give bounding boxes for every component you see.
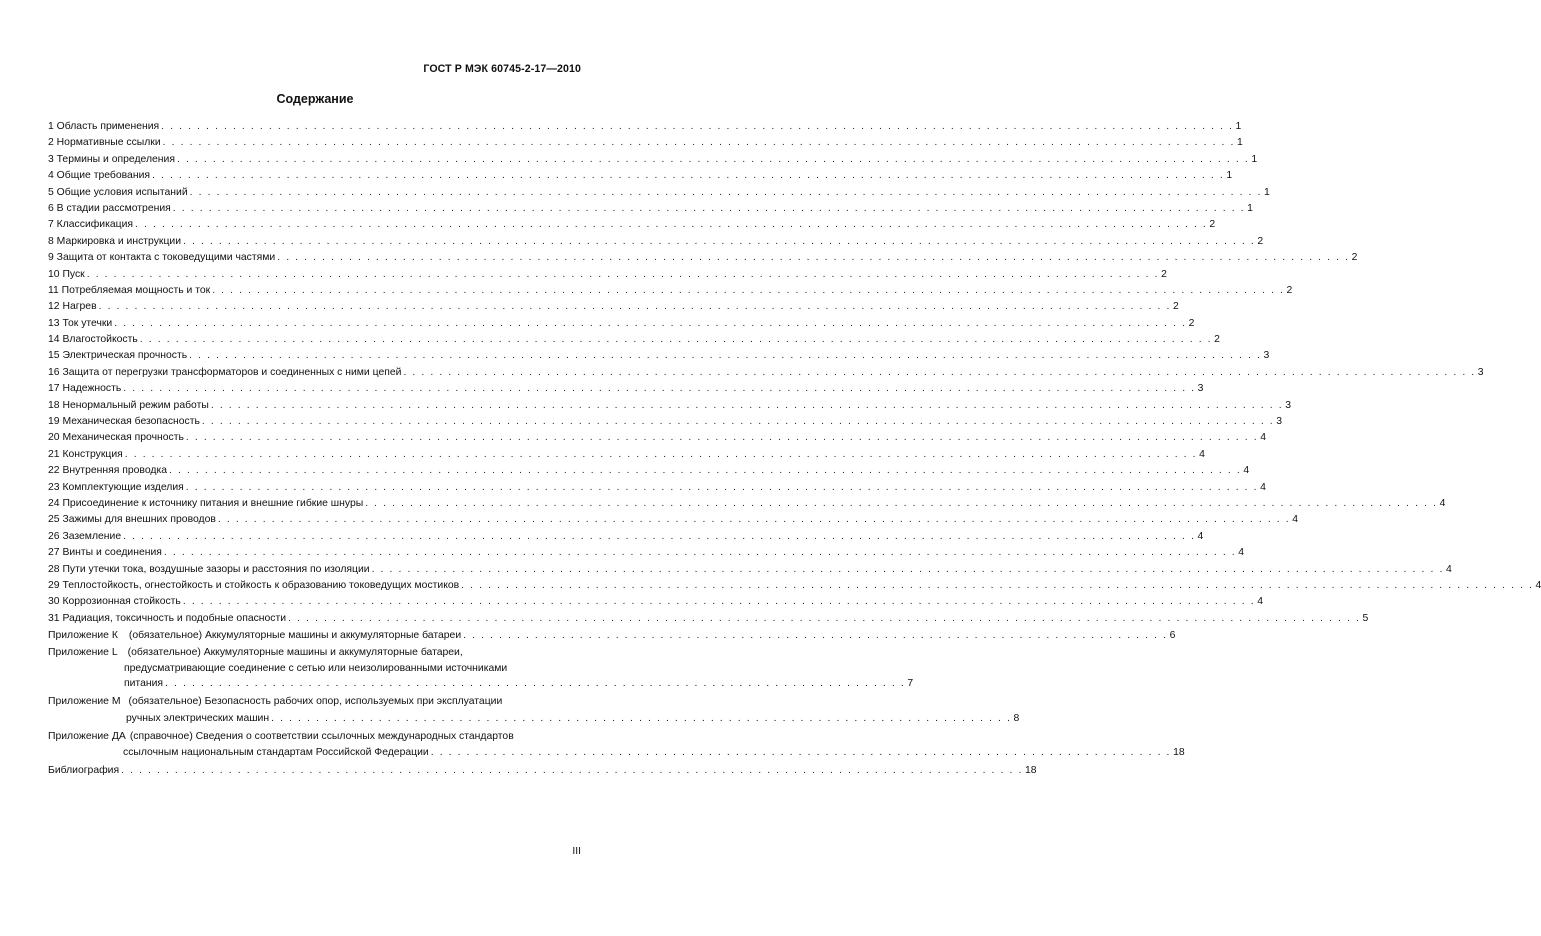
toc-entry-page: 4	[1260, 481, 1266, 493]
toc-entry-label: 26 Заземление	[48, 530, 122, 542]
toc-entry-page: 1	[1251, 153, 1258, 165]
toc-entry[interactable]	[48, 217, 1216, 233]
leader-dots: . . . . . . . . . . . . . . . . . . . . . . . . . . . . . . . . . . . . . . . . . . . . . . . . . . . . . . . . . . . . . . . . . . . . . . . . . . . . . . . . . . . . . . . . . . . . . . . . . . . . . . . . . . . . . . . . . . . . . . . .	[277, 252, 1350, 264]
toc-appendix-l[interactable]	[48, 645, 914, 693]
toc-entry-page: 2	[1172, 301, 1179, 313]
toc-entry[interactable]	[48, 447, 1205, 463]
toc-entry-page: 3	[1197, 383, 1204, 395]
toc-entry[interactable]	[48, 529, 1204, 545]
toc-entry-page: 1	[1226, 170, 1233, 182]
toc-entry-label: 4 Общие требования	[48, 170, 150, 182]
appendix-label: Приложение М	[48, 696, 121, 708]
toc-bibliography[interactable]	[48, 763, 1037, 779]
leader-dots: . . . . . . . . . . . . . . . . . . . . . . . . . . . . . . . . . . . . . . . . . . . . . . . . . . . . . . . . . . . . . . . . . . . . . . . . . . . . . . . . . . . . . . . . . . . . . . . . . . . . . . . . . . . . . . . . . . . . . . . .	[135, 219, 1208, 231]
leader-dots: . . . . . . . . . . . . . . . . . . . . . . . . . . . . . . . . . . . . . . . . . . . . . . . . . . . . . . . . . . . . . . . . . . . . . . . . . . . . . . . . . . . . . . . . . . . . . . . . . . . . . . . . . . . . . . . . . . . . . . . .	[98, 301, 1171, 313]
toc-entry-page: 1	[1235, 121, 1242, 132]
leader-dots: . . . . . . . . . . . . . . . . . . . . . . . . . . . . . . . . . . . . . . . . . . . . . . . . . . . . . . . . . . . . . . . . . . . . . . . . . . . . . . . . . . . . . . . . . . . . . . . . . . . . . . . . . . . . . . . . . . . . . . . .	[182, 596, 1256, 608]
toc-entry-page: 2	[1161, 268, 1167, 280]
leader-dots: . . . . . . . . . . . . . . . . . . . . . . . . . . . . . . . . . . . . . . . . . . . . . . . . . . . . . . . . . . . . . . . . . . . . . . . . . . . . . . . . . . . . . . . . . . . . . . . . . . . . . . . . . . . . . . . . . . . . . . . .	[403, 366, 1476, 378]
leader-dots: . . . . . . . . . . . . . . . . . . . . . . . . . . . . . . . . . . . . . . . . . . . . . . . . . . . . . . . . . . . . . . . . . . . . . . . . . . . . . . . . . . . . . . . . . . . . . . . . . . . . . . . . . . . . . . . . . . . . . . . .	[183, 235, 1256, 247]
toc-entry-label: 23 Комплектующие изделия	[48, 481, 184, 493]
leader-dots: . . . . . . . . . . . . . . . . . . . . . . . . . . . . . . . . . . . . . . . . . . . . . . . . . . . . . . . . . . . . . . . . . . . . . . . . . . . . . . . . . . . . . . . . . . . . . . . . . . . . . . . . . . . . . . . . . . . . . . . .	[461, 579, 1534, 591]
toc-entry-page: 1	[1247, 202, 1253, 214]
toc-entry-page: 2	[1209, 219, 1216, 231]
page-number: 6	[1169, 630, 1176, 642]
toc-entry-page: 2	[1351, 252, 1358, 264]
toc-entry-label: 27 Винты и соединения	[48, 547, 162, 559]
toc-appendix-da[interactable]	[48, 729, 1185, 761]
leader-dots: . . . . . . . . . . . . . . . . . . . . . . . . . . . . . . . . . . . . . . . . . . . . . . . . . . . . . . . . . . . . . . . . . . . . . . . . . . . . . . . . . . . . . . . . . . . . . . . . . . . . . . . . . . . . . . . . . . . . . . . .	[185, 432, 1259, 444]
toc-entry-page: 1	[1264, 186, 1270, 198]
toc-entry-page: 2	[1257, 235, 1264, 247]
toc-entry-page: 4	[1292, 514, 1299, 526]
toc-entry[interactable]	[48, 414, 1283, 430]
toc-entry-page: 4	[1238, 547, 1245, 559]
toc-entry-label: 30 Коррозионная стойкость	[48, 596, 181, 608]
appendix-title-line1: (обязательное) Аккумуляторные машины и аккумуляторные батареи,	[127, 646, 463, 658]
toc-entry-page: 3	[1477, 366, 1484, 378]
toc-entry-page: 4	[1199, 448, 1205, 460]
page-number: 7	[907, 678, 914, 690]
toc-entry[interactable]	[48, 234, 1264, 250]
toc-entry-label: 14 Влагостойкость	[48, 334, 138, 346]
toc-entry-page: 3	[1276, 416, 1283, 428]
toc-entry-label: 25 Зажимы для внешних проводов	[48, 514, 216, 526]
leader-dots: . . . . . . . . . . . . . . . . . . . . . . . . . . . . . . . . . . . . . . . . . . . . . . . . . . . . . . . . . . . . . . . . . . . . . . . . . . . . . . . . . . . . . . . . . . . . . . . . . . . . . . . . . . . . . . . . . . . . . . . .	[212, 284, 1285, 296]
leader-dots: . . . . . . . . . . . . . . . . . . . . . . . . . . . . . . . . . . . . . . . . . . . . . . . . . . . . . . . . . . . . . . . . . . . . . . . . . . . . . . .	[463, 630, 1168, 642]
appendix-title-line1: (обязательное) Безопасность рабочих опор, используемых при эксплуатации	[128, 696, 503, 708]
page-number: 18	[1024, 765, 1037, 777]
toc-appendix-k[interactable]	[48, 628, 1176, 644]
appendix-label: Приложение К	[48, 630, 118, 642]
leader-dots: . . . . . . . . . . . . . . . . . . . . . . . . . . . . . . . . . . . . . . . . . . . . . . . . . . . . . . . . . . . . . . . . . . . . . . . . . . . . . . . . . . . . . . . . . . . . . . . . . . . . . . . . . . . . . . . . . . . . . . . .	[114, 317, 1187, 329]
toc-entry-label: 20 Механическая прочность	[48, 432, 184, 444]
toc-entry-label: 3 Термины и определения	[48, 153, 175, 165]
leader-dots: . . . . . . . . . . . . . . . . . . . . . . . . . . . . . . . . . . . . . . . . . . . . . . . . . . . . . . . . . . . . . . . . . . . . . . . . . . . . . . . . . . . . . . . . . . . . . . . . . . . . . . . . . . . . . . . . . . . . . . . .	[169, 465, 1242, 477]
leader-dots: . . . . . . . . . . . . . . . . . . . . . . . . . . . . . . . . . . . . . . . . . . . . . . . . . . . . . . . . . . . . . . . . . . . . . . . . . . . . . . . . . . . . . . . . . . . . . . . . . . . . . . . . . . . . . . . . . . . . . . . .	[172, 202, 1246, 214]
appendix-title-line2: предусматривающие соединение с сетью или неизолированными источниками	[124, 662, 508, 674]
toc-entry-label: 1 Область применения	[48, 121, 160, 132]
toc-entry-label: 8 Маркировка и инструкции	[48, 235, 182, 247]
leader-dots: . . . . . . . . . . . . . . . . . . . . . . . . . . . . . . . . . . . . . . . . . . . . . . . . . . . . . . . . . . . . . . . . . . . . . . . . . . . . . . . . . . . . . . . . . . . . . . . . . . . . . . . . . . . . . . . . . . . . . . . .	[162, 137, 1236, 149]
appendix-label: Приложение L	[48, 646, 118, 658]
toc-entry[interactable]	[48, 348, 1270, 364]
toc-entry-label: 15 Электрическая прочность	[48, 350, 188, 362]
leader-dots: . . . . . . . . . . . . . . . . . . . . . . . . . . . . . . . . . . . . . . . . . . . . . . . . . . . . . . . . . . . . . . . . . . . . . . . . . . . . . . . . . . . . . . . . . . . . . . . . . . . . . . . . . . . . . . . . . . . . . . . .	[124, 448, 1198, 460]
leader-dots: . . . . . . . . . . . . . . . . . . . . . . . . . . . . . . . . . . . . . . . . . . . . . . . . . . . . . . . . . . . . . . . . . . . . . . . . . . . . . . . . . . . . . . . . . . . . . . . . . . . . . . . . . . . . . . . . . . . . . . . .	[176, 153, 1250, 165]
leader-dots: . . . . . . . . . . . . . . . . . . . . . . . . . . . . . . . . . . . . . . . . . . . . . . . . . . . . . . . . . . . . . . . . . . . . . . . . . . . . . . . . . . . . . . . . . . . . . . . . . . . . . . . . . . . . . . . . . . . . . . . .	[189, 350, 1262, 362]
toc-entry-page: 4	[1197, 530, 1204, 542]
leader-dots: . . . . . . . . . . . . . . . . . . . . . . . . . . . . . . . . . . . . . . . . . . . . . . . . . . . . . . . . . . . . . . . . . . . . . . . . . . . . . . . . . . .	[165, 678, 906, 690]
toc-entry[interactable]	[48, 578, 1541, 594]
toc-entry-label: 18 Ненормальный режим работы	[48, 399, 209, 411]
toc-entry-page: 3	[1285, 399, 1291, 411]
leader-dots: . . . . . . . . . . . . . . . . . . . . . . . . . . . . . . . . . . . . . . . . . . . . . . . . . . . . . . . . . . . . . . . . . . . . . . . . . . . . . . . . . . . . . . . . . . . . . . . . . . . . . . . . . . . . . . . . . . . . . . . .	[189, 186, 1263, 198]
toc-entry[interactable]	[48, 267, 1167, 283]
toc-title: Содержание	[276, 92, 354, 106]
toc-entry-label: 29 Теплостойкость, огнестойкость и стойкость к образованию токоведущих мостиков	[48, 579, 460, 591]
leader-dots: . . . . . . . . . . . . . . . . . . . . . . . . . . . . . . . . . . . . . . . . . . . . . . . . . . . . . . . . . . . . . . . . . . . . . . . . . . . . . . . . . . . . . . . . . . . . . . . . . . . . . . . . . . . . . . . . . . . . . . . .	[201, 416, 1275, 428]
toc-entry[interactable]	[48, 250, 1358, 266]
standard-code: ГОСТ Р МЭК 60745-2-17—2010	[423, 63, 581, 75]
toc-entry[interactable]	[48, 201, 1253, 217]
toc-entry-label: 5 Общие условия испытаний	[48, 186, 188, 198]
toc-entry[interactable]	[48, 496, 1446, 512]
toc-entry[interactable]	[48, 512, 1299, 528]
table-of-contents	[48, 119, 1541, 779]
leader-dots: . . . . . . . . . . . . . . . . . . . . . . . . . . . . . . . . . . . . . . . . . . . . . . . . . . . . . . . . . . . . . . . . . . . . . . . . . . . . . . . . . . . . . . . . . . . . . . . . . . . . .	[121, 765, 1023, 777]
toc-entry-label: 10 Пуск	[48, 268, 85, 280]
toc-entry-label: 16 Защита от перегрузки трансформаторов и соединенных с ними цепей	[48, 366, 402, 378]
appendix-title-line1: (справочное) Сведения о соответствии ссылочных международных стандартов	[129, 730, 514, 742]
toc-entry-label: 17 Надежность	[48, 383, 122, 395]
toc-entry[interactable]	[48, 365, 1484, 381]
toc-entry-label: 12 Нагрев	[48, 301, 97, 313]
toc-entry-page: 4	[1257, 596, 1263, 608]
toc-entry-page: 4	[1439, 497, 1446, 509]
page-number-roman: III	[572, 846, 581, 857]
toc-entry-label: 9 Защита от контакта с токоведущими частями	[48, 252, 276, 264]
toc-entry-page: 2	[1286, 284, 1293, 296]
toc-entry[interactable]	[48, 185, 1270, 201]
toc-entry[interactable]	[48, 545, 1245, 561]
leader-dots: . . . . . . . . . . . . . . . . . . . . . . . . . . . . . . . . . . . . . . . . . . . . . . . . . . . . . . . . . . . . . . . . . . . . . . . . . . . . . . . . . . . . . . . . . . . . . . . . . . . . . . . . . . . . . . . . . . . . . . . .	[288, 612, 1361, 624]
toc-entry-label: 21 Конструкция	[48, 448, 123, 460]
toc-entry[interactable]	[48, 463, 1250, 479]
leader-dots: . . . . . . . . . . . . . . . . . . . . . . . . . . . . . . . . . . . . . . . . . . . . . . . . . . . . . . . . . . . . . . . . . . . . . . . . . . . . . . . . . . . . . . . . . . . . . . . . . . . . . . . . . . . . . . . . . . . . . . . .	[161, 121, 1234, 132]
toc-entry-page: 5	[1362, 612, 1369, 624]
toc-section-list	[48, 119, 1541, 627]
toc-entry-label: 28 Пути утечки тока, воздушные зазоры и расстояния по изоляции	[48, 563, 370, 575]
page-number: 18	[1173, 747, 1185, 759]
toc-entry-label: 2 Нормативные ссылки	[48, 137, 161, 149]
toc-entry-label: 13 Ток утечки	[48, 317, 113, 329]
appendix-title-line2: ссылочным национальным стандартам Российской Федерации	[123, 747, 429, 759]
toc-entry-label: 22 Внутренняя проводка	[48, 465, 167, 477]
leader-dots: . . . . . . . . . . . . . . . . . . . . . . . . . . . . . . . . . . . . . . . . . . . . . . . . . . . . . . . . . . . . . . . . . . . . . . . . . . . . . . . . . . . . . . . . . . . . . . . . . . . . . . . . . . . . . . . . . . . . . . . .	[371, 563, 1444, 575]
leader-dots: . . . . . . . . . . . . . . . . . . . . . . . . . . . . . . . . . . . . . . . . . . . . . . . . . . . . . . . . . . . . . . . . . . . . . . . . . . . . . . . . . . . . . . . . . . . . . . . . . . . . . . . . . . . . . . . . . . . . . . . .	[185, 481, 1259, 493]
toc-entry-label: 6 В стадии рассмотрения	[48, 202, 171, 214]
toc-entry-page: 2	[1188, 317, 1195, 329]
leader-dots: . . . . . . . . . . . . . . . . . . . . . . . . . . . . . . . . . . . . . . . . . . . . . . . . . . . . . . . . . . . . . . . . . . . . . . . . . . . . . . . . . . . . . . . . . . . . . . . . . . . . . . . . . . . . . . . . . . . . . . . .	[139, 334, 1213, 346]
leader-dots: . . . . . . . . . . . . . . . . . . . . . . . . . . . . . . . . . . . . . . . . . . . . . . . . . . . . . . . . . . . . . . . . . . . . . . . . . . . . . . . . . . . . . . . . . . . . . . . . . . . . . . . . . . . . . . . . . . . . . . . .	[123, 530, 1196, 542]
toc-entry-page: 4	[1260, 432, 1267, 444]
bibliography-label: Библиография	[48, 765, 120, 777]
toc-entry-label: 7 Классификация	[48, 219, 134, 231]
leader-dots: . . . . . . . . . . . . . . . . . . . . . . . . . . . . . . . . . . . . . . . . . . . . . . . . . . . . . . . . . . . . . . . . . . . . . . . . . . . . . . . . . . . . . . . . . . . . . . . . . . . . . . . . . . . . . . . . . . . . . . . .	[217, 514, 1291, 526]
toc-entry-label: 11 Потребляемая мощность и ток	[48, 284, 211, 296]
leader-dots: . . . . . . . . . . . . . . . . . . . . . . . . . . . . . . . . . . . . . . . . . . . . . . . . . . . . . . . . . . . . . . . . . . . . . . . . . . . . . . . . . . .	[430, 747, 1172, 759]
toc-entry[interactable]	[48, 430, 1267, 446]
leader-dots: . . . . . . . . . . . . . . . . . . . . . . . . . . . . . . . . . . . . . . . . . . . . . . . . . . . . . . . . . . . . . . . . . . . . . . . . . . . . . . . . . . . . . . . . . . . . . . . . . . . . . . . . . . . . . . . . . . . . . . . .	[163, 547, 1237, 559]
toc-entry[interactable]	[48, 562, 1452, 578]
toc-entry[interactable]	[48, 480, 1266, 496]
appendix-title-line3: питания	[124, 678, 164, 690]
toc-entry-page: 4	[1243, 465, 1250, 477]
toc-entry[interactable]	[48, 611, 1369, 627]
toc-entry-page: 1	[1237, 137, 1243, 149]
toc-entry[interactable]	[48, 168, 1233, 184]
leader-dots: . . . . . . . . . . . . . . . . . . . . . . . . . . . . . . . . . . . . . . . . . . . . . . . . . . . . . . . . . . . . . . . . . . . . . . . . . . . . . . . . . . . . . . . . . . . . . . . . . . . . . . . . . . . . . . . . . . . . . . . .	[365, 497, 1438, 509]
toc-entry[interactable]	[48, 283, 1293, 299]
toc-entry-page: 3	[1263, 350, 1270, 362]
toc-entry[interactable]	[48, 135, 1243, 151]
toc-entry-label: 24 Присоединение к источнику питания и внешние гибкие шнуры	[48, 497, 364, 509]
toc-entry[interactable]	[48, 381, 1204, 397]
leader-dots: . . . . . . . . . . . . . . . . . . . . . . . . . . . . . . . . . . . . . . . . . . . . . . . . . . . . . . . . . . . . . . . . . . . . . . . . . . . . . . . . . . .	[271, 712, 1012, 724]
toc-entry[interactable]	[48, 299, 1179, 315]
appendix-label: Приложение ДА	[48, 730, 126, 742]
toc-entry-page: 4	[1535, 579, 1541, 591]
toc-entry[interactable]	[48, 119, 1242, 135]
appendix-title-line2: ручных электрических машин	[126, 712, 270, 724]
appendix-title: (обязательное) Аккумуляторные машины и аккумуляторные батареи	[128, 630, 462, 642]
toc-entry[interactable]	[48, 152, 1258, 168]
page-number: 8	[1013, 712, 1020, 724]
toc-entry[interactable]	[48, 316, 1195, 332]
toc-appendix-m[interactable]	[48, 694, 1020, 726]
toc-entry[interactable]	[48, 398, 1291, 414]
leader-dots: . . . . . . . . . . . . . . . . . . . . . . . . . . . . . . . . . . . . . . . . . . . . . . . . . . . . . . . . . . . . . . . . . . . . . . . . . . . . . . . . . . . . . . . . . . . . . . . . . . . . . . . . . . . . . . . . . . . . . . . .	[152, 170, 1225, 182]
toc-entry[interactable]	[48, 332, 1220, 348]
toc-entry-label: 31 Радиация, токсичность и подобные опасности	[48, 612, 287, 624]
leader-dots: . . . . . . . . . . . . . . . . . . . . . . . . . . . . . . . . . . . . . . . . . . . . . . . . . . . . . . . . . . . . . . . . . . . . . . . . . . . . . . . . . . . . . . . . . . . . . . . . . . . . . . . . . . . . . . . . . . . . . . . .	[86, 268, 1160, 280]
toc-entry[interactable]	[48, 594, 1263, 610]
toc-entry-page: 2	[1214, 334, 1220, 346]
leader-dots: . . . . . . . . . . . . . . . . . . . . . . . . . . . . . . . . . . . . . . . . . . . . . . . . . . . . . . . . . . . . . . . . . . . . . . . . . . . . . . . . . . . . . . . . . . . . . . . . . . . . . . . . . . . . . . . . . . . . . . . .	[123, 383, 1196, 395]
toc-entry-page: 4	[1445, 563, 1452, 575]
toc-entry-label: 19 Механическая безопасность	[48, 416, 200, 428]
leader-dots: . . . . . . . . . . . . . . . . . . . . . . . . . . . . . . . . . . . . . . . . . . . . . . . . . . . . . . . . . . . . . . . . . . . . . . . . . . . . . . . . . . . . . . . . . . . . . . . . . . . . . . . . . . . . . . . . . . . . . . . .	[210, 399, 1284, 411]
